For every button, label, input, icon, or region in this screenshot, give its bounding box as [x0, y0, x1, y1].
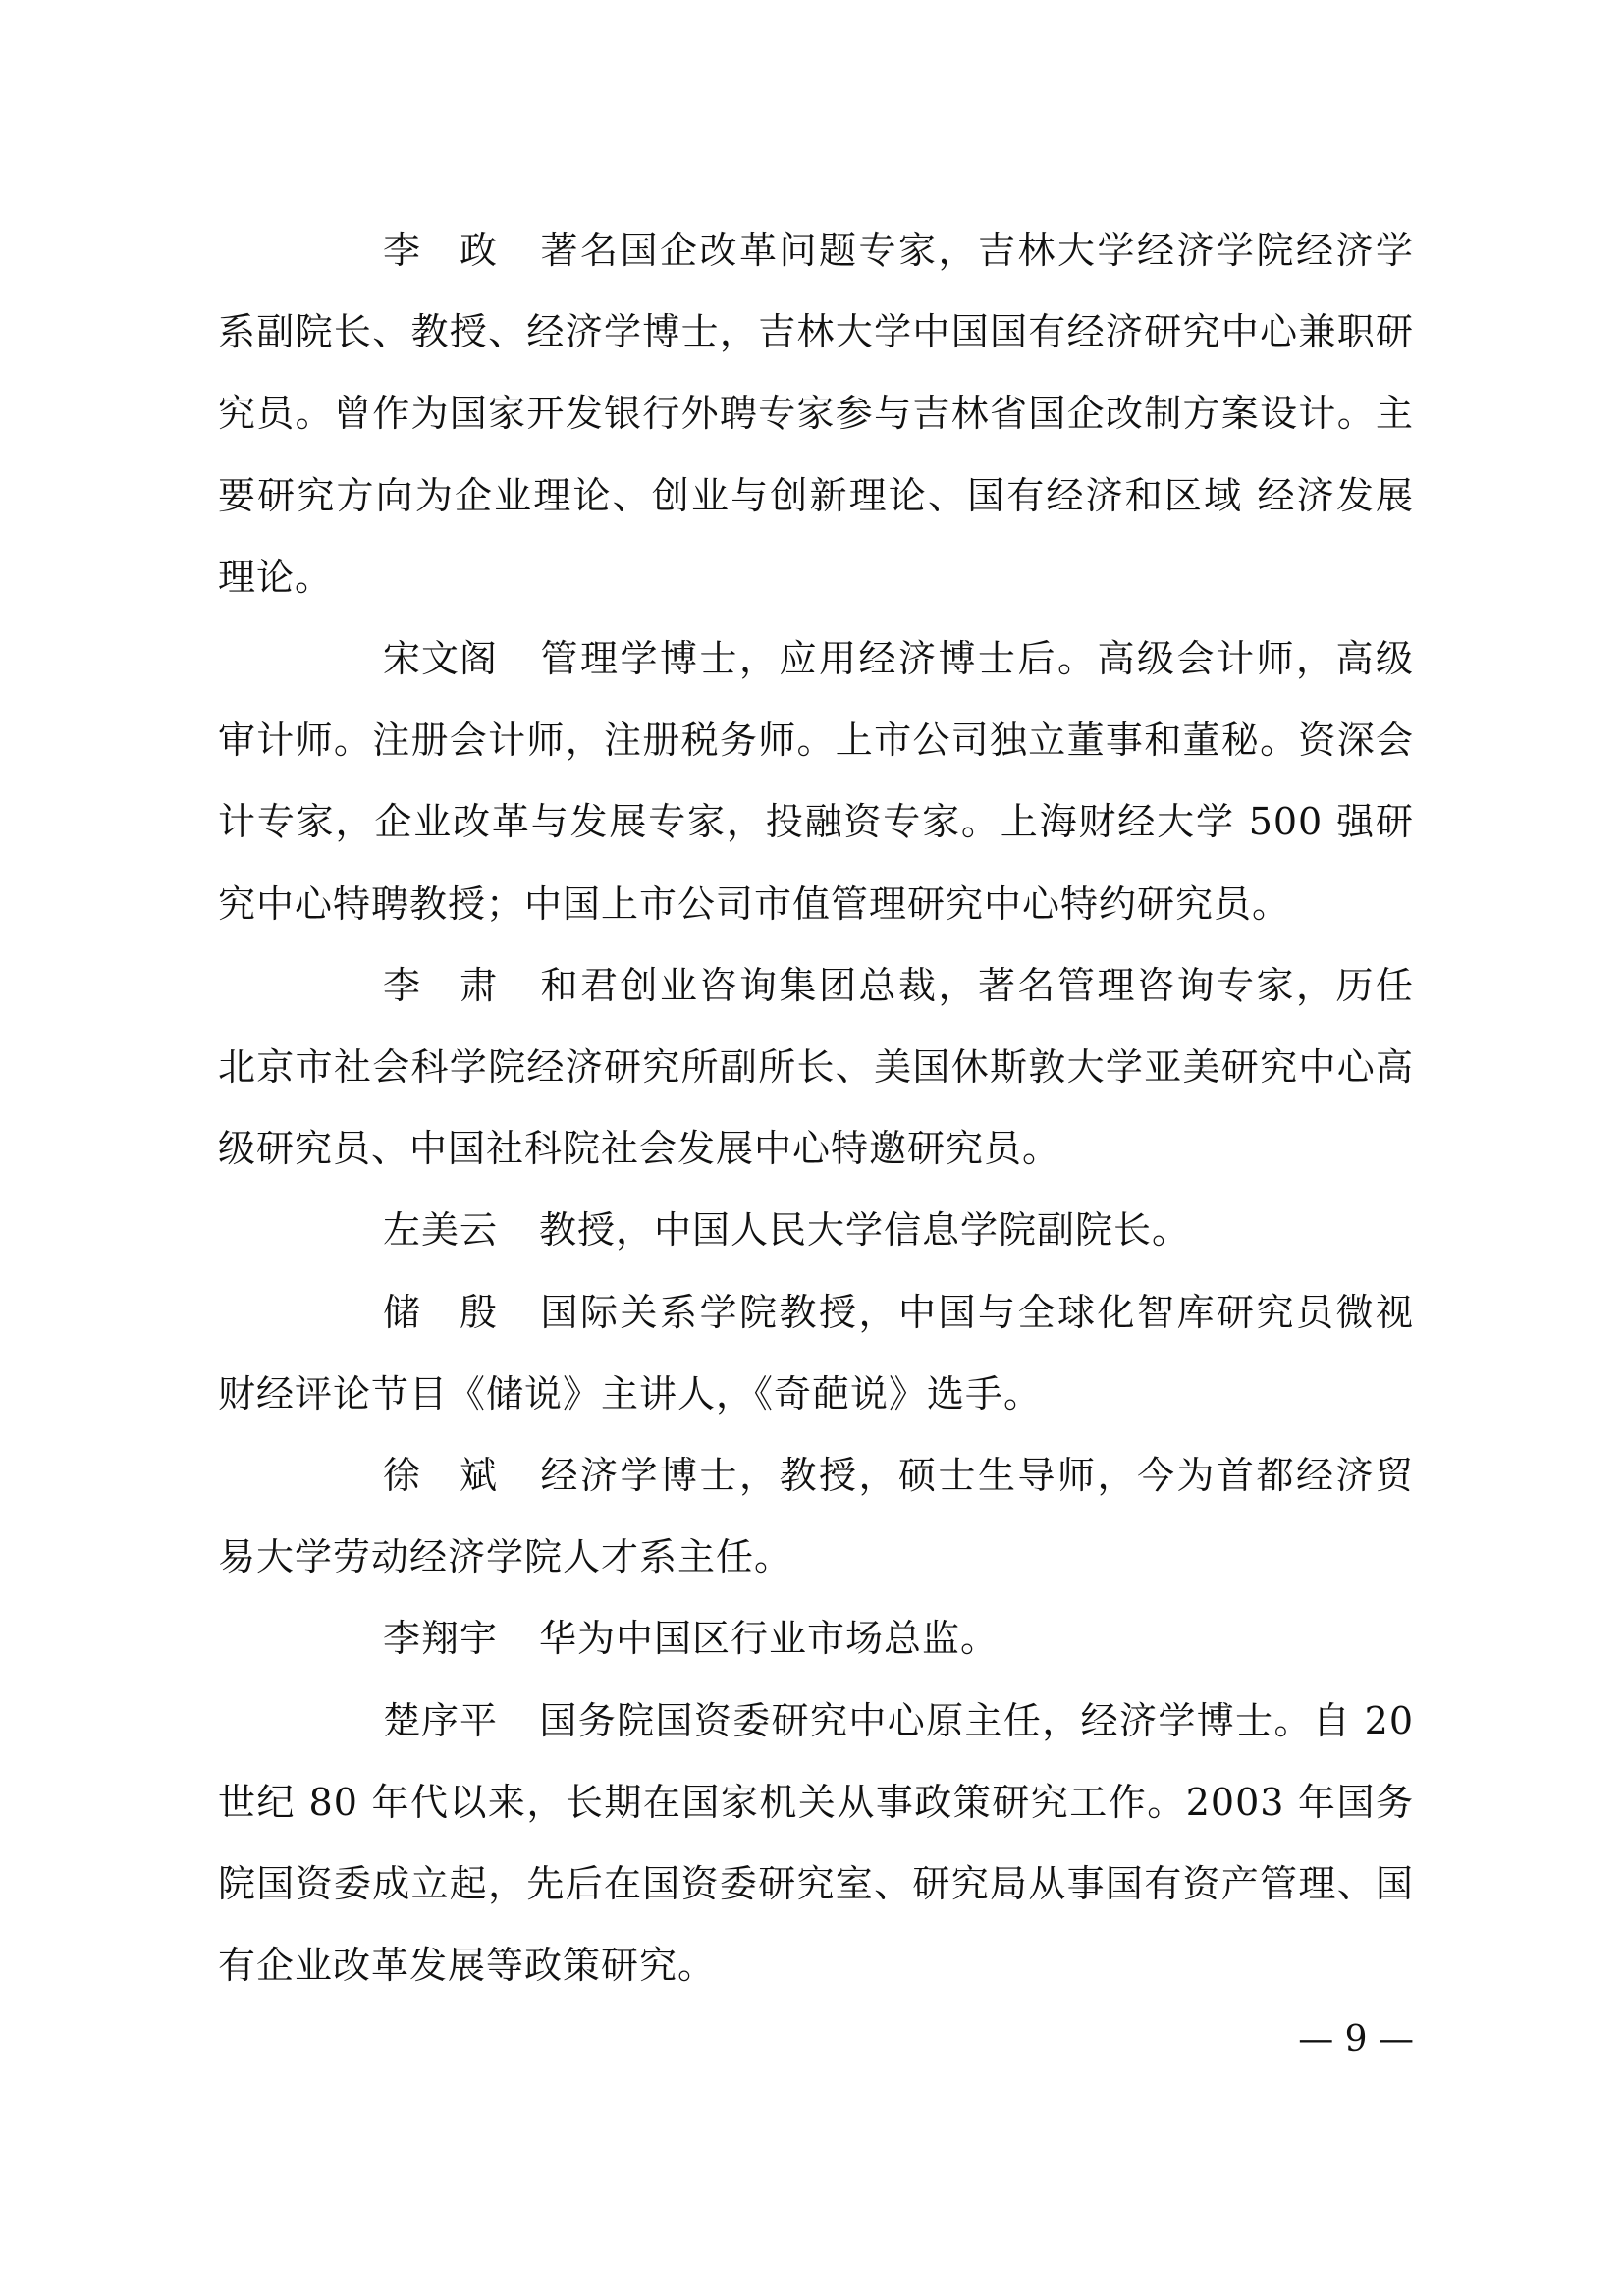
expert-entry-chu-yin — [218, 1272, 1414, 1435]
expert-name: 李 肃 — [383, 963, 499, 1007]
expert-bio: 华为中国区行业市场总监。 — [539, 1617, 1000, 1661]
expert-entry-song-wenge — [218, 618, 1414, 945]
expert-entry-xu-bin — [218, 1435, 1414, 1598]
expert-name: 李翔宇 — [383, 1617, 499, 1661]
expert-list — [218, 210, 1414, 2006]
expert-entry-li-xiangyu — [218, 1598, 1414, 1680]
expert-name: 左美云 — [383, 1208, 499, 1253]
expert-entry-zuo-meiyun — [218, 1190, 1414, 1271]
expert-bio: 国际关系学院教授，中国与全球化智库研究员微视财经评论节目《储说》主讲人，《奇葩说》选手。 — [218, 1290, 1414, 1415]
expert-name: 徐 斌 — [383, 1454, 499, 1498]
expert-entry-li-su — [218, 945, 1414, 1191]
page-number: — 9 — — [1298, 2019, 1414, 2059]
expert-bio: 和君创业咨询集团总裁，著名管理咨询专家，历任北京市社会科学院经济研究所副所长、美国休斯敦大学亚美研究中心高级研究员、中国社科院社会发展中心特邀研究员。 — [218, 963, 1414, 1171]
expert-bio: 管理学博士，应用经济博士后。高级会计师，高级审计师。注册会计师，注册税务师。上市公司独立董事和董秘。资深会计专家，企业改革与发展专家，投融资专家。上海财经大学 500 强研究中心特聘教授；中国上市公司市值管理研究中心特约研究员。 — [218, 637, 1414, 926]
expert-bio: 教授，中国人民大学信息学院副院长。 — [539, 1208, 1191, 1253]
expert-entry-chu-xuping — [218, 1681, 1414, 2007]
expert-name: 李 政 — [383, 229, 499, 272]
expert-name: 宋文阁 — [383, 637, 499, 681]
expert-name: 储 殷 — [383, 1290, 499, 1334]
expert-bio: 国务院国资委研究中心原主任，经济学博士。自 20 世纪 80 年代以来，长期在国家机关从事政策研究工作。2003 年国务院国资委成立起，先后在国资委研究室、研究局从事国有资产管理、国有企业改革发展等政策研究。 — [218, 1698, 1414, 1988]
expert-bio: 著名国企改革问题专家，吉林大学经济学院经济学系副院长、教授、经济学博士，吉林大学中国国有经济研究中心兼职研究员。曾作为国家开发银行外聘专家参与吉林省国企改制方案设计。主要研究方向为企业理论、创业与创新理论、国有经济和区域 经济发展理论。 — [218, 229, 1414, 599]
expert-bio: 经济学博士，教授，硕士生导师，今为首都经济贸易大学劳动经济学院人才系主任。 — [218, 1454, 1414, 1579]
expert-name: 楚序平 — [383, 1698, 499, 1742]
expert-entry-li-zheng — [218, 210, 1414, 618]
